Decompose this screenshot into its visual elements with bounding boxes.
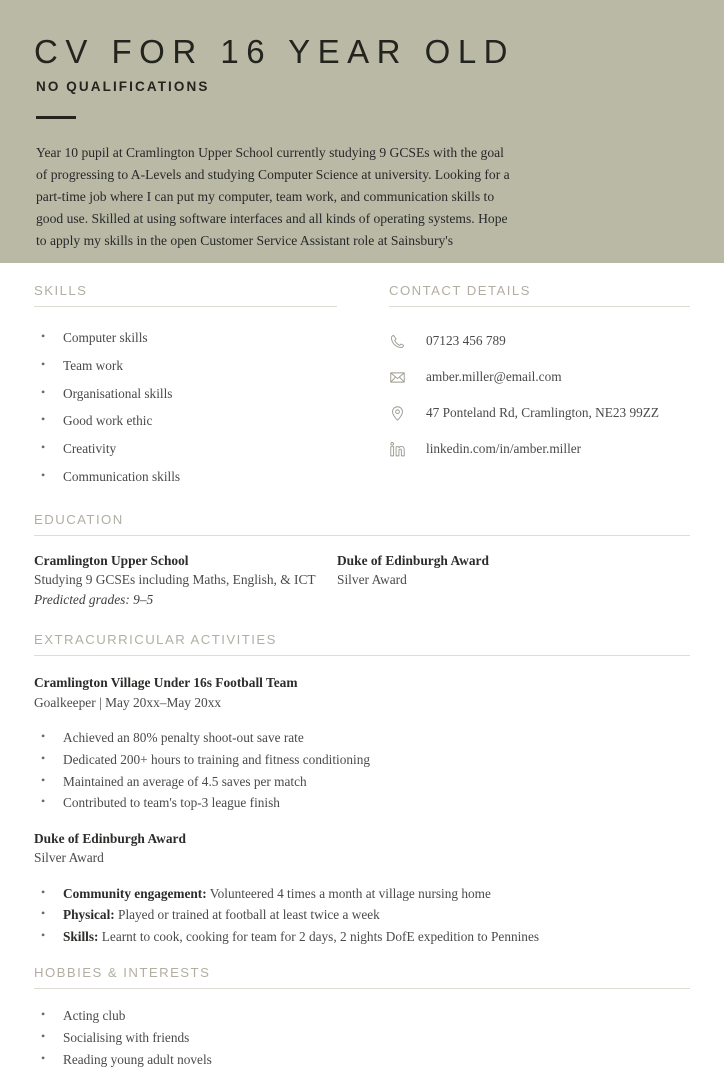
skills-section bbox=[34, 283, 337, 498]
profile-summary: Year 10 pupil at Cramlington Upper School currently studying 9 GCSEs with the goal of progressing to A-Levels and studying Computer Science at university. Looking for a part-time job where I can put my computer, team work, and communication skills to good use. Skilled at using software interfaces and all kinds of operating systems. Hope to apply my skills in the open Customer Service Assistant role at Sainsbury's bbox=[36, 145, 510, 249]
list-item: • Good work ethic bbox=[34, 414, 337, 427]
linkedin-value: linkedin.com/in/amber.miller bbox=[426, 441, 582, 456]
skills-divider bbox=[34, 306, 337, 307]
cv-header-band bbox=[0, 0, 724, 263]
list-item bbox=[34, 908, 690, 921]
contact-row-linkedin[interactable] bbox=[389, 439, 690, 459]
list-item bbox=[34, 887, 690, 900]
email-value: amber.miller@email.com bbox=[426, 369, 562, 384]
contact-row-email[interactable] bbox=[389, 367, 690, 387]
bullet-lead: Skills: bbox=[63, 929, 99, 945]
list-item: • Dedicated 200+ hours to training and fitness conditioning bbox=[34, 753, 690, 766]
entry-subtitle: Goalkeeper | May 20xx–May 20xx bbox=[34, 694, 222, 710]
education-entry bbox=[34, 551, 337, 609]
hobbies-list bbox=[34, 1009, 690, 1066]
hobbies-divider bbox=[34, 988, 690, 989]
list-item: • Maintained an average of 4.5 saves per match bbox=[34, 775, 690, 788]
entry-subtitle: Studying 9 GCSEs including Maths, English, & ICT bbox=[34, 572, 316, 588]
phone-value: 07123 456 789 bbox=[426, 333, 506, 348]
extracurricular-heading: EXTRACURRICULAR ACTIVITIES bbox=[34, 632, 277, 648]
entry-title: Cramlington Upper School bbox=[34, 552, 189, 568]
skills-heading: SKILLS bbox=[34, 283, 88, 298]
cv-body bbox=[0, 283, 724, 1066]
location-pin-icon bbox=[389, 405, 415, 422]
entry-title: Duke of Edinburgh Award bbox=[34, 830, 186, 846]
list-item: • Creativity bbox=[34, 442, 337, 455]
linkedin-icon bbox=[389, 441, 415, 458]
list-item: • Socialising with friends bbox=[34, 1031, 690, 1044]
dofe-bullets bbox=[34, 887, 690, 944]
entry-subtitle: Silver Award bbox=[34, 850, 104, 866]
contact-list bbox=[389, 331, 690, 459]
bullet-lead: Physical: bbox=[63, 907, 115, 923]
contact-divider bbox=[389, 306, 690, 307]
list-item: • Reading young adult novels bbox=[34, 1053, 690, 1066]
list-item: • Organisational skills bbox=[34, 387, 337, 400]
envelope-icon bbox=[389, 369, 415, 386]
entry-note: Predicted grades: 9–5 bbox=[34, 591, 154, 607]
skills-list bbox=[34, 331, 337, 483]
list-item: • Computer skills bbox=[34, 331, 337, 344]
list-item: • Team work bbox=[34, 359, 337, 372]
extracurricular-divider bbox=[34, 655, 690, 656]
education-entry bbox=[337, 551, 690, 609]
page-subtitle: NO QUALIFICATIONS bbox=[36, 79, 210, 95]
bullet-rest: Learnt to cook, cooking for team for 2 days, 2 nights DofE expedition to Pennines bbox=[98, 929, 540, 945]
football-bullets bbox=[34, 731, 690, 810]
dofe-entry bbox=[34, 829, 690, 944]
contact-section bbox=[389, 283, 690, 498]
education-entries bbox=[34, 551, 690, 609]
education-heading: EDUCATION bbox=[34, 511, 124, 527]
accent-divider bbox=[36, 116, 76, 119]
list-item: • Acting club bbox=[34, 1009, 690, 1022]
list-item: • Achieved an 80% penalty shoot-out save rate bbox=[34, 731, 690, 744]
extracurricular-section bbox=[34, 632, 690, 943]
bullet-rest: Volunteered 4 times a month at village nursing home bbox=[206, 885, 491, 901]
address-value: 47 Ponteland Rd, Cramlington, NE23 99ZZ bbox=[426, 405, 660, 420]
hobbies-heading: HOBBIES & INTERESTS bbox=[34, 965, 211, 981]
page-title: CV FOR 16 YEAR OLD bbox=[34, 33, 516, 70]
entry-title: Duke of Edinburgh Award bbox=[337, 552, 489, 568]
list-item: • Contributed to team's top-3 league finish bbox=[34, 796, 690, 809]
contact-row-phone[interactable] bbox=[389, 331, 690, 351]
phone-icon bbox=[389, 333, 415, 350]
contact-heading: CONTACT DETAILS bbox=[389, 283, 531, 298]
education-section bbox=[34, 512, 690, 609]
list-item: • Communication skills bbox=[34, 470, 337, 483]
contact-row-address[interactable] bbox=[389, 403, 690, 423]
bullet-rest: Played or trained at football at least twice a week bbox=[114, 907, 380, 923]
hobbies-section bbox=[34, 965, 690, 1066]
football-entry bbox=[34, 673, 690, 810]
list-item bbox=[34, 930, 690, 943]
entry-title: Cramlington Village Under 16s Football Team bbox=[34, 675, 298, 691]
entry-subtitle: Silver Award bbox=[337, 572, 407, 588]
skills-contact-row bbox=[34, 283, 690, 498]
education-divider bbox=[34, 535, 690, 536]
bullet-lead: Community engagement: bbox=[63, 885, 207, 901]
